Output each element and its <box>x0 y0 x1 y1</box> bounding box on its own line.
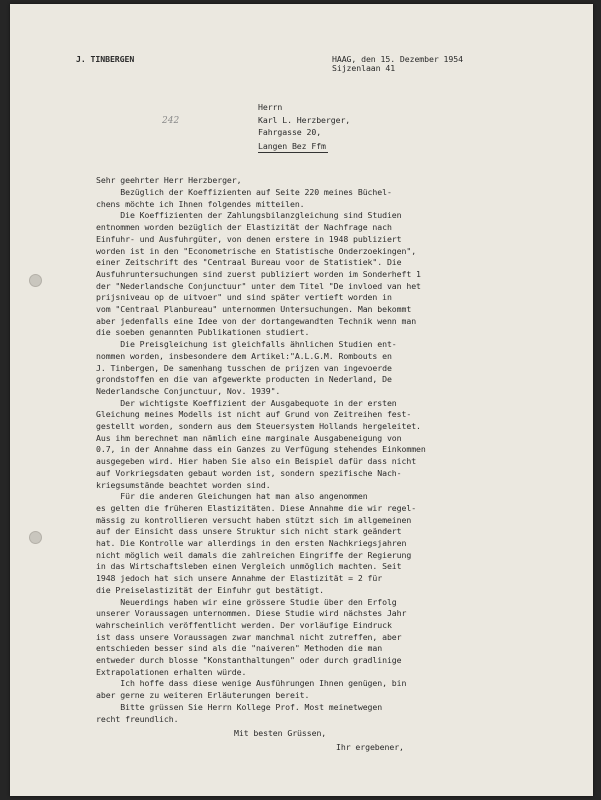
body-line: Extrapolationen erhalten würde. <box>96 666 247 677</box>
recipient-line: Langen Bez Ffm <box>258 141 326 151</box>
body-line: Ausfuhruntersuchungen sind zuerst publiziert worden im Sonderheft 1 <box>96 268 421 279</box>
body-line: Ich hoffe dass diese wenige Ausführungen Ihnen genügen, bin <box>96 678 407 689</box>
place-date-line: HAAG, den 15. Dezember 1954 <box>332 54 463 64</box>
body-line: gestellt worden, sondern aus dem Steuersystem Hollands hergeleitet. <box>96 421 421 431</box>
body-line: entweder durch blosse "Konstanthaltungen" oder durch gradlinige <box>96 655 402 665</box>
body-line: aber jedenfalls eine Idee von der dortangewandten Technik wenn man <box>96 315 417 326</box>
body-line: nicht möglich weil damals die zahlreichen Eingriffe der Regierung <box>96 549 412 560</box>
recipient-line: Fahrgasse 20, <box>258 127 322 137</box>
body-line: Für die anderen Gleichungen hat man also angenommen <box>96 491 368 502</box>
body-line: Bezüglich der Koeffizienten auf Seite 220 meines Büchel- <box>96 187 392 197</box>
closing: Mit besten Grüssen, <box>234 728 327 738</box>
body-line: Nederlandsche Conjunctuur, Nov. 1939". <box>96 385 281 396</box>
body-line: worden ist in den "Econometrische en Statistische Onderzoekingen", <box>96 245 417 256</box>
letterhead-sender: J. TINBERGEN <box>76 54 135 64</box>
body-line: die Preiselastizität der Einfuhr gut bestätigt. <box>96 584 324 595</box>
body-line: Der wichtigste Koeffizient der Ausgabequote in der ersten <box>96 397 397 408</box>
street-address-line: Sijzenlaan 41 <box>332 63 396 73</box>
body-line: J. Tinbergen, De samenhang tusschen de prijzen van ingevoerde <box>96 362 392 373</box>
body-line: auf der Einsicht dass unsere Struktur sich nicht stark geändert <box>96 526 402 537</box>
letter-page <box>10 4 593 796</box>
body-line: entschieden besser sind als die "naiveren" Methoden die man <box>96 643 383 654</box>
body-line: Die Koeffizienten der Zahlungsbilanzgleichung sind Studien <box>96 210 402 221</box>
body-line: vom "Centraal Planbureau" unternommen Untersuchungen. Man bekommt <box>96 304 412 314</box>
body-line: prijsniveau op de uitvoer" und sind später vertieft worden in <box>96 292 392 303</box>
body-line: kriegsumstände beachtet worden sind. <box>96 479 271 490</box>
body-line: auf Vorkriegsdaten gebaut worden ist, sondern spezifische Nach- <box>96 467 402 478</box>
salutation: Sehr geehrter Herr Herzberger, <box>96 175 242 185</box>
body-line: entnommen worden bezüglich der Elastizität der Nachfrage nach <box>96 222 392 233</box>
body-line: ausgegeben wird. Hier haben Sie also ein Beispiel dafür dass nicht <box>96 456 417 467</box>
body-line: nommen worden, insbesondere dem Artikel:"A.L.G.M. Rombouts en <box>96 350 392 361</box>
body-line: es gelten die früheren Elastizitäten. Diese Annahme die wir regel- <box>96 502 417 513</box>
body-line: Aus ihm berechnet man nämlich eine marginale Ausgabeneigung von <box>96 432 402 443</box>
body-line: der "Nederlandsche Conjunctuur" unter dem Titel "De invloed van het <box>96 280 421 291</box>
body-line: Bitte grüssen Sie Herrn Kollege Prof. Most meinetwegen <box>96 701 383 712</box>
body-line: Die Preisgleichung ist gleichfalls ähnlichen Studien ent- <box>96 339 397 350</box>
recipient-line: Herrn <box>258 102 283 112</box>
body-line: aber gerne zu weiteren Erläuterungen bereit. <box>96 690 310 701</box>
body-line: unserer Voraussagen unternommen. Diese Studie wird nächstes Jahr <box>96 608 407 619</box>
body-line: 0.7, in der Annahme dass ein Ganzes zu Verfügung stehendes Einkommen <box>96 444 426 455</box>
body-line: mässig zu kontrollieren versucht haben stützt sich im allgemeinen <box>96 514 412 525</box>
body-line: in das Wirtschaftsleben einen Vergleich unmöglich machten. Seit <box>96 561 402 572</box>
body-line: grondstoffen en die van afgewerkte producten in Nederland, De <box>96 374 392 385</box>
body-line: Einfuhr- und Ausfuhrgüter, von denen erstere in 1948 publiziert <box>96 233 402 244</box>
handwritten-note: 242 <box>162 116 180 126</box>
body-line: die soeben genannten Publikationen studiert. <box>96 327 310 338</box>
recipient-underline <box>258 152 328 153</box>
body-line: recht freundlich. <box>96 713 179 724</box>
body-line: ist dass unsere Voraussagen zwar manchmal nicht zutreffen, aber <box>96 631 402 642</box>
body-line: hat. Die Kontrolle war allerdings in den ersten Nachkriegsjahren <box>96 538 407 548</box>
body-line: Neuerdings haben wir eine grössere Studie über den Erfolg <box>96 596 397 607</box>
body-line: wahrscheinlich veröffentlicht werden. Der vorläufige Eindruck <box>96 619 392 630</box>
punch-hole-bottom <box>29 531 42 544</box>
body-line: Gleichung meines Modells ist nicht auf Grund von Zeitreihen fest- <box>96 409 412 420</box>
body-line: chens möchte ich Ihnen folgendes mitteilen. <box>96 198 305 209</box>
body-line: einer Zeitschrift des "Centraal Bureau voor de Statistiek". Die <box>96 257 402 268</box>
punch-hole-top <box>29 274 42 287</box>
recipient-line: Karl L. Herzberger, <box>258 115 351 125</box>
body-line: 1948 jedoch hat sich unsere Annahme der Elastizität = 2 für <box>96 573 383 584</box>
signoff: Ihr ergebener, <box>336 742 404 752</box>
